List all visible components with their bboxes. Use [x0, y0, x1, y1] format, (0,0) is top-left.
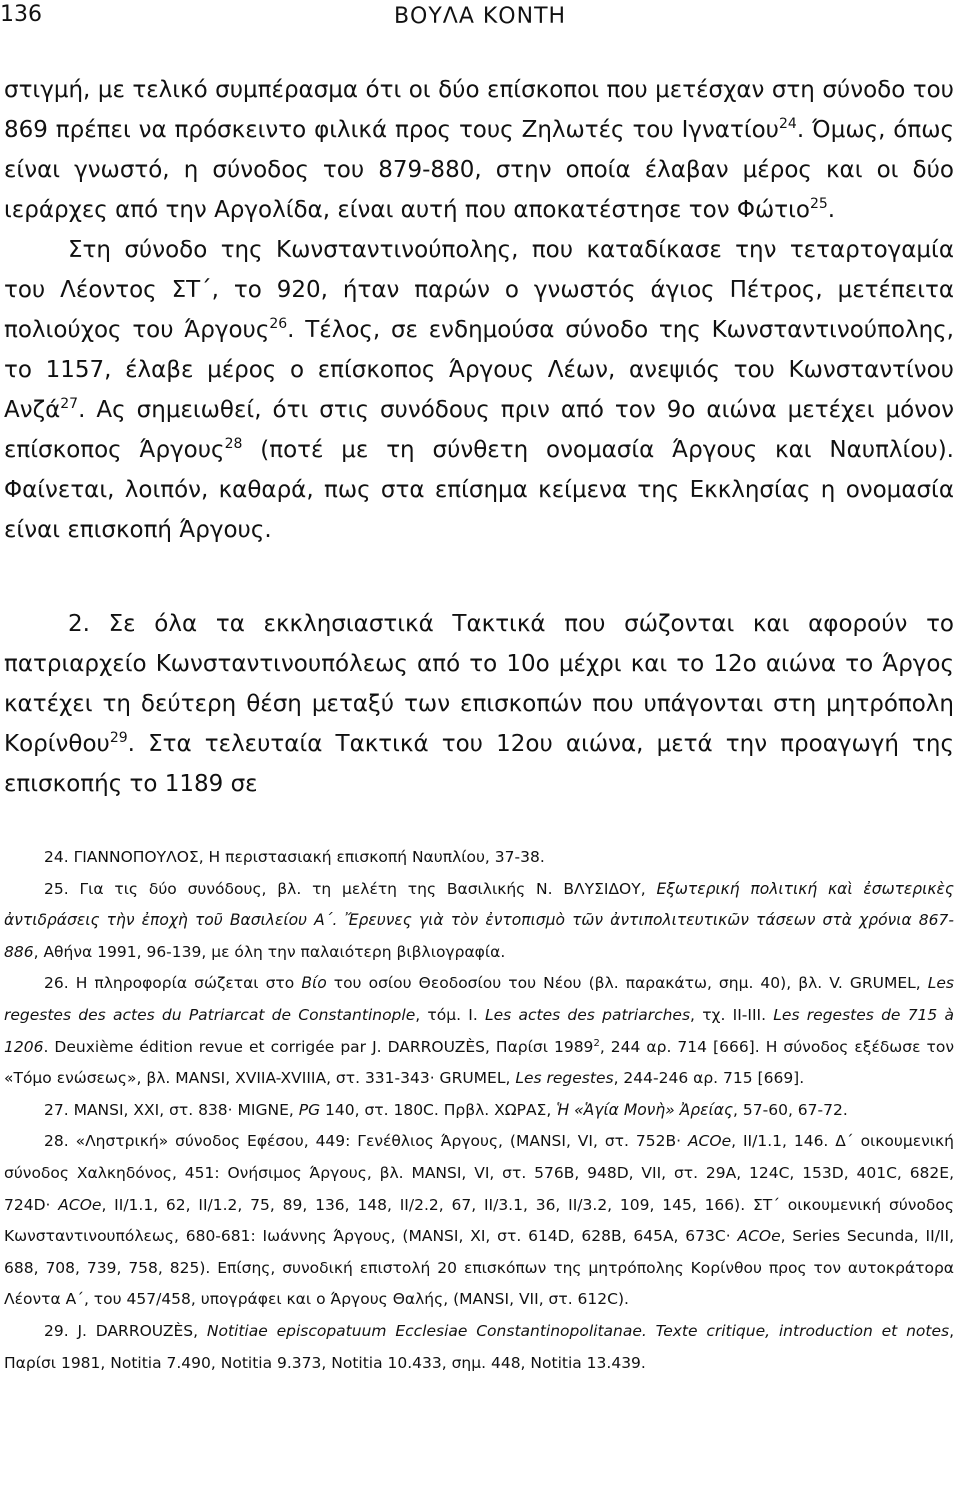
footnote-27: 27. MANSI, XXI, στ. 838· MIGNE, PG 140, στ. 180C. Πρβλ. ΧΩΡΑΣ, Ἡ «Ἁγία Μονὴ» Ἀρείας, 57-60, 67-72. [44, 1100, 848, 1119]
footnote-ref[interactable]: 28 [224, 436, 243, 452]
footnote-ref[interactable]: 29 [109, 730, 128, 746]
paragraph: Στη σύνοδο της Κωνσταντινούπολης, που καταδίκασε την τεταρτογαμία του Λέοντος ΣΤ΄, το 920, ήταν παρών ο γνωστός άγιος Πέτρος, μετέπειτα πολιούχος του Άργους$^{26}$. Τέλος, σε ενδημούσα σύνοδο της Κωνσταντινούπολης, το 1157, έλαβε μέρος ο επίσκοπος Άργους Λέων, ανεψιός του Κωνσταντίνου Ανζά$^{27}$. Ας σημειωθεί, ότι στις συνόδους πριν από τον 9ο αιώνα μετέχει μόνον επίσκοπος Άργους$^{28}$ (ποτέ με τη σύνθετη ονομασία Άργους και Ναυπλίου). Φαίνεται, λοιπόν, καθαρά, πως στα επίσημα κείμενα της Εκκλησίας η ονομασία είναι επισκοπή Άργους. [4, 237, 954, 543]
footnote-25: 25. Για τις δύο συνόδους, βλ. τη μελέτη της Βασιλικής Ν. ΒΛΥΣΙΔΟΥ, Εξωτερική πολιτική καὶ ἐσωτερικὲς ἀντιδράσεις τὴν ἐποχὴ τοῦ Βασιλείου Α΄. Ἔρευνες γιὰ τὸν ἐντοπισμὸ τῶν ἀντιπολιτευτικῶν τάσεων στὰ χρόνια 867-886, Αθήνα 1991, 96-139, με όλη την παλαιότερη βιβλιογραφία. [4, 879, 954, 961]
main-text [4, 70, 954, 804]
footnote-ref[interactable]: 26 [269, 316, 288, 332]
paragraph: στιγμή, με τελικό συμπέρασμα ότι οι δύο επίσκοποι που μετέσχαν στη σύνοδο του 869 πρέπει να πρόσκειντο φιλικά προς τους Ζηλωτές του Ιγνατίου$^{24}$. Όμως, όπως είναι γνωστό, η σύνοδος του 879-880, στην οποία έλαβαν μέρος και οι δύο ιεράρχες από την Αργολίδα, είναι αυτή που αποκατέστησε τον Φώτιο$^{25}$. [4, 77, 954, 223]
footnote-ref[interactable]: 24 [778, 116, 797, 132]
paragraph: 2. Σε όλα τα εκκλησιαστικά Τακτικά που σώζονται και αφορούν το πατριαρχείο Κωνσταντινουπόλεως από το 10ο μέχρι και το 12ο αιώνα το Άργος κατέχει τη δεύτερη θέση μεταξύ των επισκοπών που υπάγονται στη μητρόπολη Κορίνθου$^{29}$. Στα τελευταία Τακτικά του 12ου αιώνα, μετά την προαγωγή της επισκοπής το 1189 σε [4, 611, 954, 797]
footnote-26: 26. Η πληροφορία σώζεται στο Βίο του οσίου Θεοδοσίου του Νέου (βλ. παρακάτω, σημ. 40), βλ. V. GRUMEL, Les regestes des actes du Patriarcat de Constantinople, τόμ. I. Les actes des patriarches, τχ. II-III. Les regestes de 715 à 1206. Deuxième édition revue et corrigée par J. DARROUZÈS, Παρίσι 1989$^2$, 244 αρ. 714 [666]. Η σύνοδος εξέδωσε τον «Τόμο ενώσεως», βλ. MANSI, XVIIA-XVIIIA, στ. 331-343· GRUMEL, Les regestes, 244-246 αρ. 715 [669]. [4, 974, 955, 1088]
page-number: 136 [0, 2, 42, 27]
footnotes [4, 842, 954, 1379]
footnote-ref[interactable]: 25 [809, 196, 828, 212]
running-head: ΒΟΥΛΑ ΚΟΝΤΗ [393, 4, 567, 29]
footnote-29: 29. J. DARROUZÈS, Notitiae episcopatuum Ecclesiae Constantinopolitanae. Texte critique, introduction et notes, Παρίσι 1981, Notitia 7.490, Notitia 9.373, Notitia 10.433, σημ. 448, Notitia 13.439. [4, 1321, 954, 1372]
footnote-24: 24. ΓΙΑΝΝΟΠΟΥΛΟΣ, Η περιστασιακή επισκοπή Ναυπλίου, 37-38. [44, 848, 545, 866]
footnote-28: 28. «Ληστρική» σύνοδος Εφέσου, 449: Γενέθλιος Άργους, (MANSI, VI, στ. 752B· ACOe, II/1.1, 146. Δ΄ οικουμενική σύνοδος Χαλκηδόνος, 451: Ονήσιμος Άργους, βλ. MANSI, VI, στ. 576B, 948D, VII, στ. 29A, 124C, 153D, 401C, 682E, 724D· ACOe, II/1.1, 62, II/1.2, 75, 89, 136, 148, II/2.2, 67, II/3.1, 36, II/3.2, 109, 145, 166). ΣΤ΄ οικουμενική σύνοδος Κωνσταντινουπόλεως, 680-681: Ιωάννης Άργους, (MANSI, XI, στ. 614D, 628B, 645A, 673C· ACOe, Series Secunda, II/II, 688, 708, 739, 758, 825). Επίσης, συνοδική επιστολή 20 επισκόπων της μητρόπολης Κορίνθου προς τον αυτοκράτορα Λέοντα Α΄, του 457/458, υπογράφει και ο Άργους Θαλής, (MANSI, VII, στ. 612C). [4, 1132, 954, 1309]
footnote-ref[interactable]: 27 [60, 396, 79, 412]
